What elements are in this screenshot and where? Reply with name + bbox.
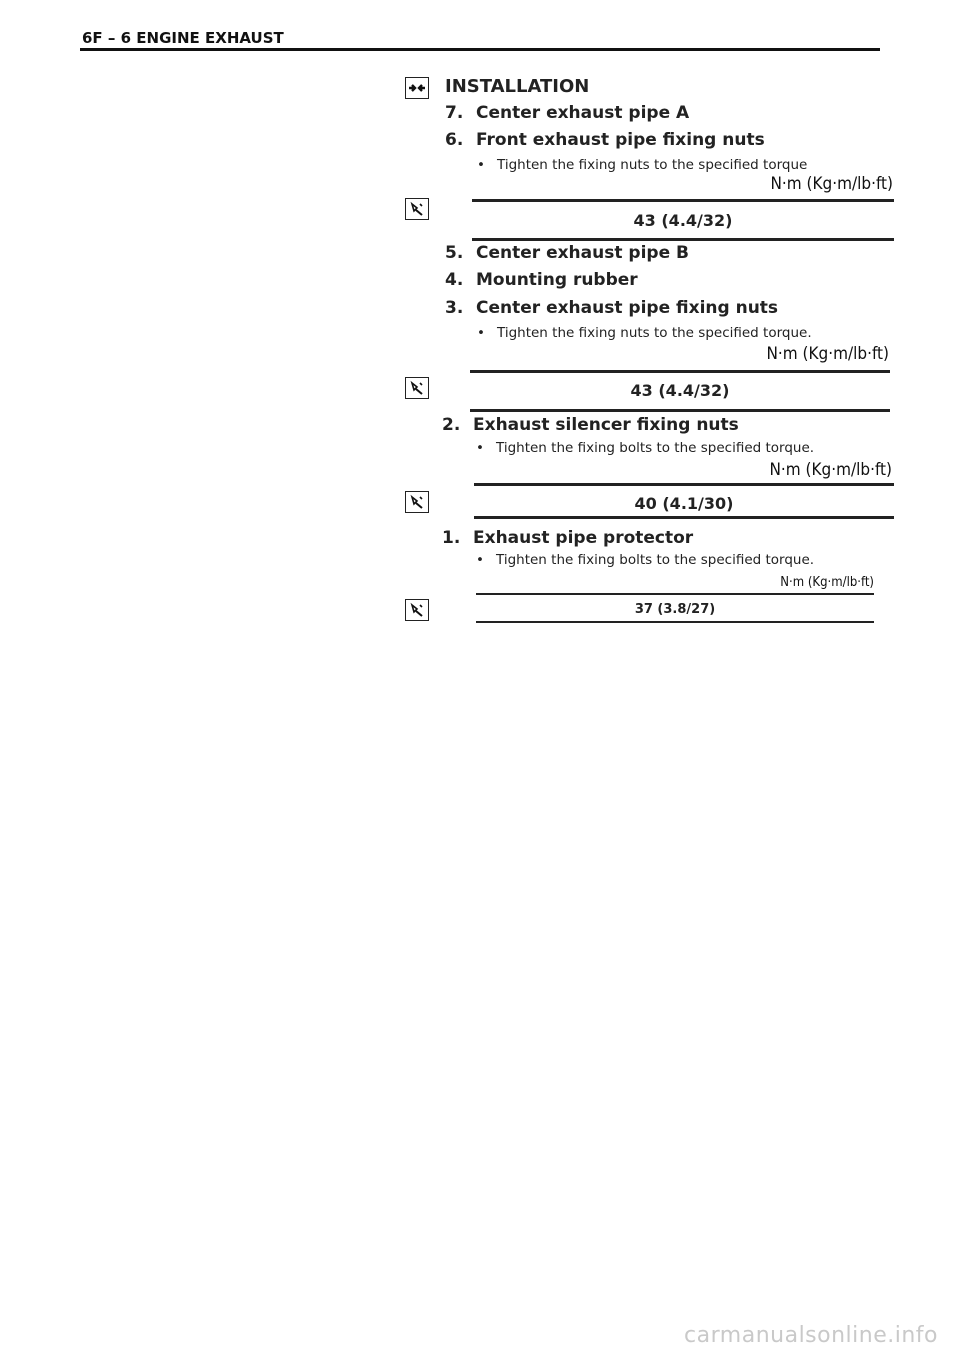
bullet-dot: • [476, 440, 484, 456]
step-label: Exhaust silencer fixing nuts [473, 415, 739, 435]
step-number: 4. [445, 270, 464, 290]
torque-units: N·m (Kg·m/lb·ft) [770, 174, 893, 194]
step-number: 7. [445, 103, 464, 123]
bullet-dot: • [476, 552, 484, 568]
step-number: 1. [442, 528, 461, 548]
torque-wrench-icon [405, 198, 429, 220]
bullet-text: Tighten the fixing nuts to the specified torque [497, 157, 808, 173]
torque-rule-bottom [474, 516, 894, 519]
torque-units: N·m (Kg·m/lb·ft) [780, 575, 874, 590]
bullet-text: Tighten the fixing nuts to the specified torque. [497, 325, 812, 341]
step-5 [445, 243, 689, 263]
step-7 [445, 103, 689, 123]
torque-wrench-icon [405, 377, 429, 399]
header-rule [80, 48, 880, 51]
torque-rule-bottom [476, 621, 874, 623]
page-header: 6F – 6 ENGINE EXHAUST [82, 29, 284, 47]
step-label: Exhaust pipe protector [473, 528, 694, 548]
torque-rule-top [470, 370, 890, 373]
step-number: 2. [442, 415, 461, 435]
step-label: Center exhaust pipe fixing nuts [476, 298, 779, 318]
step-1 [442, 528, 693, 548]
step-3-bullet [477, 325, 812, 341]
torque-rule-top [472, 199, 894, 202]
bullet-text: Tighten the fixing bolts to the specified torque. [496, 552, 815, 568]
torque-rule-bottom [472, 238, 894, 241]
step-number: 3. [445, 298, 464, 318]
torque-units: N·m (Kg·m/lb·ft) [766, 344, 889, 364]
watermark: carmanualsonline.info [684, 1323, 938, 1348]
step-label: Center exhaust pipe B [476, 243, 689, 263]
section-title: INSTALLATION [445, 76, 590, 97]
step-3 [445, 298, 778, 318]
step-number: 5. [445, 243, 464, 263]
bullet-dot: • [477, 325, 485, 341]
torque-units: N·m (Kg·m/lb·ft) [769, 460, 892, 480]
step-label: Center exhaust pipe A [476, 103, 690, 123]
step-2 [442, 415, 739, 435]
bullet-dot: • [477, 157, 485, 173]
torque-wrench-icon [405, 599, 429, 621]
step-4 [445, 270, 638, 290]
step-2-bullet [476, 440, 814, 456]
torque-rule-top [474, 483, 894, 486]
install-arrows-icon [405, 77, 429, 99]
bullet-text: Tighten the fixing bolts to the specified torque. [496, 440, 815, 456]
step-label: Front exhaust pipe fixing nuts [476, 130, 765, 150]
torque-rule-top [476, 593, 874, 595]
step-number: 6. [445, 130, 464, 150]
torque-rule-bottom [470, 409, 890, 412]
step-1-bullet [476, 552, 814, 568]
step-6 [445, 130, 765, 150]
torque-value: 37 (3.8/27) [634, 602, 716, 617]
step-label: Mounting rubber [476, 270, 638, 290]
torque-wrench-icon [405, 491, 429, 513]
step-6-bullet [477, 157, 807, 173]
torque-value: 40 (4.1/30) [634, 494, 734, 513]
torque-value: 43 (4.4/32) [630, 381, 730, 400]
torque-value: 43 (4.4/32) [633, 211, 733, 230]
